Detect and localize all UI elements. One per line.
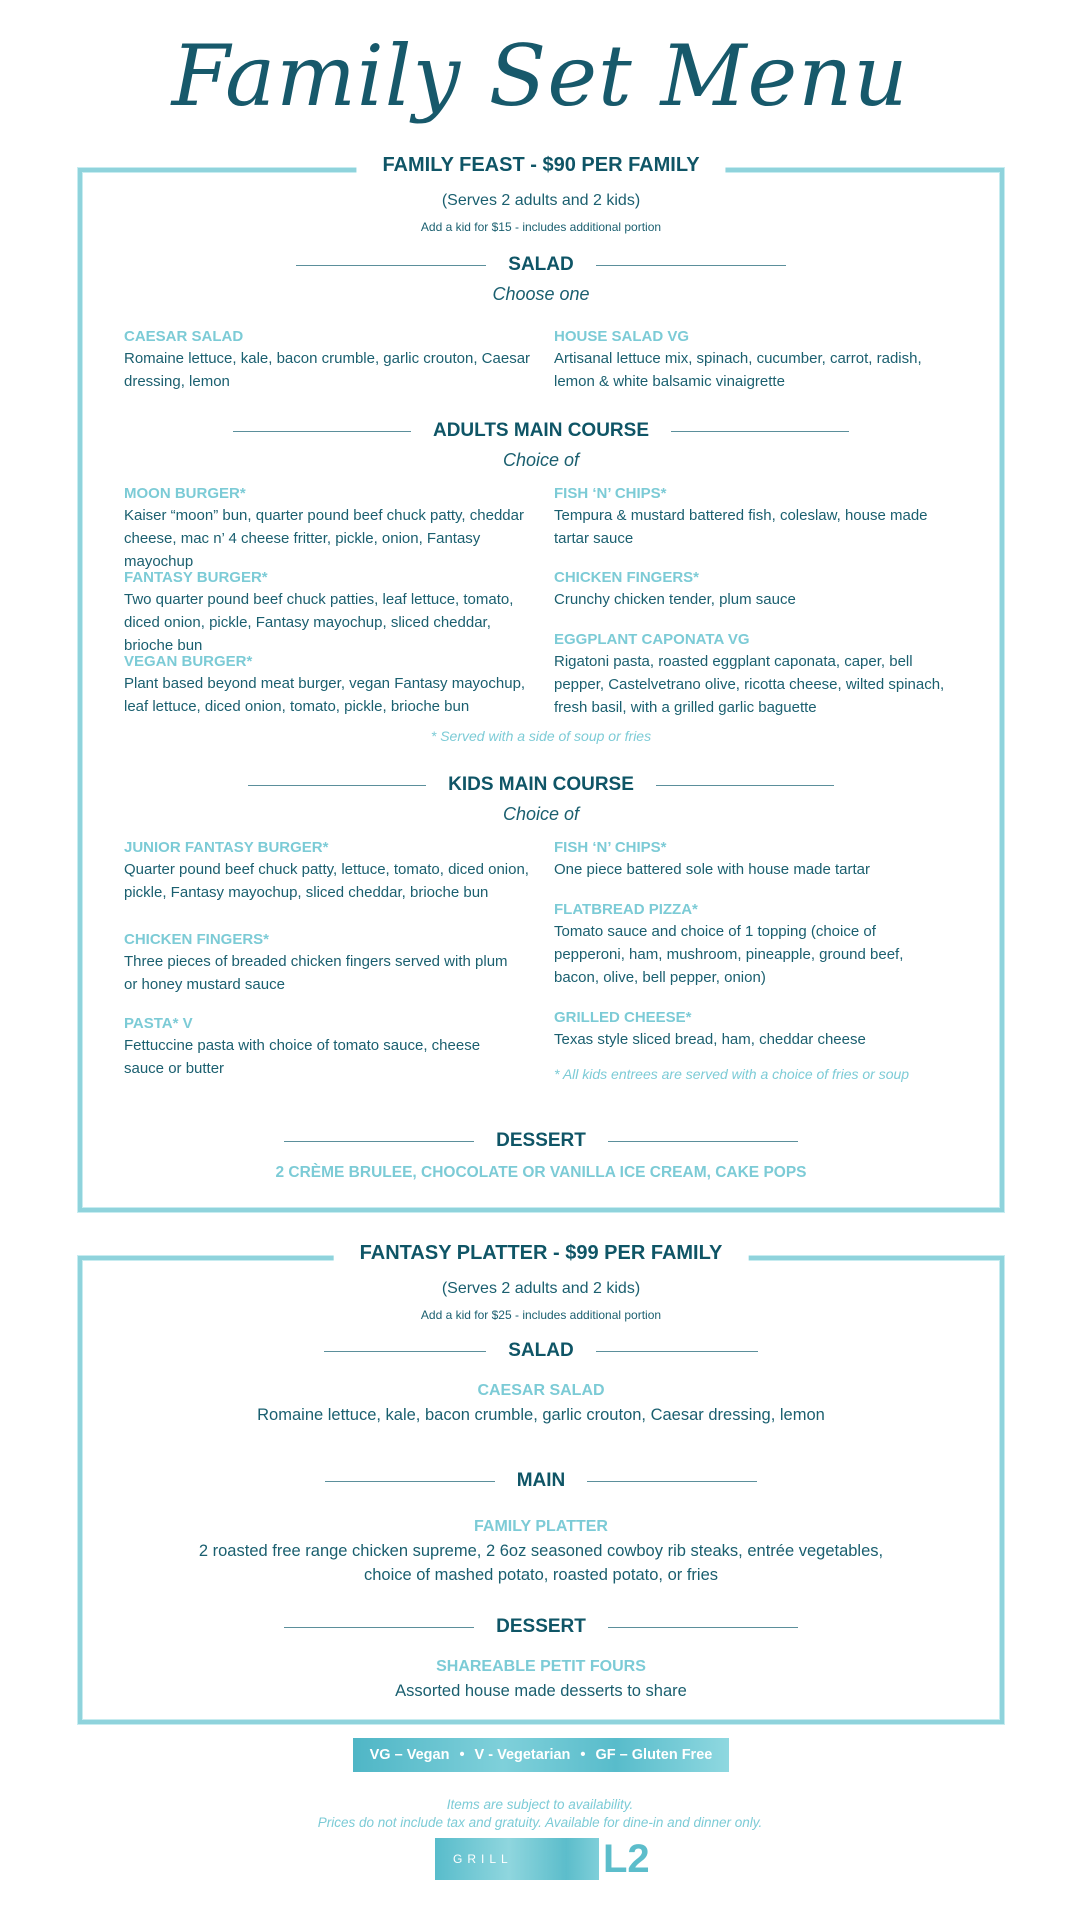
menu-item (554, 838, 964, 881)
platter-main-desc-line2: choice of mashed potato, roasted potato, or fries (363, 1566, 719, 1584)
feast-salad-choose: Choose one (492, 284, 590, 304)
family-feast-heading: FAMILY FEAST - $90 PER FAMILY (356, 154, 725, 177)
item-name: CAESAR SALAD (124, 328, 244, 345)
logo-grill-text: GRILL (435, 1838, 599, 1880)
item-name: CHICKEN FINGERS* (554, 569, 700, 586)
fantasy-platter-heading: FANTASY PLATTER - $99 PER FAMILY (334, 1242, 749, 1265)
item-description: Three pieces of breaded chicken fingers served with plum or honey mustard sauce (124, 953, 508, 993)
menu-item (124, 568, 534, 657)
item-description: Plant based beyond meat burger, vegan Fantasy mayochup, leaf lettuce, diced onion, tomato, pickle, brioche bun (124, 675, 526, 715)
item-name: JUNIOR FANTASY BURGER* (124, 839, 329, 856)
item-description: Two quarter pound beef chuck patties, leaf lettuce, tomato, diced onion, pickle, Fantasy mayochup, sliced cheddar, brioche bun (124, 591, 514, 654)
platter-dessert-header (82, 1616, 1000, 1638)
dietary-legend (353, 1738, 729, 1772)
divider-line (656, 785, 834, 786)
item-name: EGGPLANT CAPONATA VG (554, 631, 750, 648)
feast-dessert-header (82, 1130, 1000, 1152)
menu-item (554, 1008, 964, 1051)
menu-item (554, 630, 964, 719)
item-description: One piece battered sole with house made tartar (554, 861, 871, 878)
item-name: FISH ‘N’ CHIPS* (554, 839, 667, 856)
divider-line (284, 1141, 474, 1142)
section-label: MAIN (516, 1470, 566, 1491)
item-description: Quarter pound beef chuck patty, lettuce, tomato, diced onion, pickle, Fantasy mayochup, sliced cheddar, brioche bun (124, 861, 529, 901)
adults-note: * Served with a side of soup or fries (430, 728, 652, 744)
adults-main-header (82, 420, 1000, 442)
item-name: HOUSE SALAD VG (554, 328, 690, 345)
divider-line (284, 1627, 474, 1628)
divider-line (596, 1351, 758, 1352)
item-description: Romaine lettuce, kale, bacon crumble, garlic crouton, Caesar dressing, lemon (124, 350, 531, 390)
fantasy-platter-section (78, 1242, 1004, 1724)
platter-salad-desc: Romaine lettuce, kale, bacon crumble, garlic crouton, Caesar dressing, lemon (257, 1406, 825, 1424)
item-name: VEGAN BURGER* (124, 653, 253, 670)
divider-line (324, 1351, 486, 1352)
item-description: Tomato sauce and choice of 1 topping (choice of pepperoni, ham, mushroom, pineapple, ground beef, bacon, olive, bell pepper, onion) (554, 923, 904, 986)
feast-add-kid: Add a kid for $15 - includes additional portion (420, 220, 662, 234)
feast-dessert-desc: 2 CRÈME BRULEE, CHOCOLATE OR VANILLA ICE CREAM, CAKE POPS (275, 1164, 807, 1181)
section-label: KIDS MAIN COURSE (448, 774, 634, 795)
platter-add-kid: Add a kid for $25 - includes additional portion (420, 1308, 662, 1322)
item-name: PASTA* V (124, 1015, 193, 1032)
platter-dessert-desc: Assorted house made desserts to share (395, 1682, 687, 1700)
divider-line (233, 431, 411, 432)
item-name: MOON BURGER* (124, 485, 246, 502)
platter-salad-name: CAESAR SALAD (477, 1382, 605, 1399)
menu-item (124, 930, 509, 996)
divider-line (608, 1627, 798, 1628)
family-feast-section (78, 154, 1004, 1212)
item-description: Crunchy chicken tender, plum sauce (554, 591, 796, 608)
menu-title: Family Set Menu (171, 27, 909, 125)
menu-item (554, 484, 964, 550)
section-label: SALAD (508, 1340, 574, 1361)
item-description: Texas style sliced bread, ham, cheddar cheese (554, 1031, 866, 1048)
menu-item (124, 327, 534, 393)
item-description: Artisanal lettuce mix, spinach, cucumber, carrot, radish, lemon & white balsamic vinaigrette (554, 350, 922, 390)
item-name: FANTASY BURGER* (124, 569, 268, 586)
divider-line (296, 265, 486, 266)
feast-salad-header (82, 254, 1000, 276)
platter-main-name: FAMILY PLATTER (474, 1518, 608, 1535)
divider-line (587, 1481, 757, 1482)
menu-item (124, 1014, 519, 1080)
item-description: Rigatoni pasta, roasted eggplant caponata, caper, bell pepper, Castelvetrano olive, ricotta cheese, wilted spinach, fresh basil, with a grilled garlic baguette (554, 653, 945, 716)
divider-line (325, 1481, 495, 1482)
section-label: ADULTS MAIN COURSE (432, 420, 650, 441)
item-name: GRILLED CHEESE* (554, 1009, 692, 1026)
feast-serves: (Serves 2 adults and 2 kids) (441, 192, 641, 209)
legend-vegetarian: V - Vegetarian (474, 1747, 571, 1763)
platter-serves: (Serves 2 adults and 2 kids) (441, 1280, 641, 1297)
divider-line (608, 1141, 798, 1142)
grill-logo (435, 1837, 650, 1881)
kids-choose: Choice of (502, 804, 580, 824)
item-name: FISH ‘N’ CHIPS* (554, 485, 667, 502)
kids-note: * All kids entrees are served with a choice of fries or soup (554, 1066, 910, 1082)
platter-main-desc-line1: 2 roasted free range chicken supreme, 2 6oz seasoned cowboy rib steaks, entrée vegetables, (198, 1542, 884, 1560)
menu-item (554, 568, 964, 611)
menu-item (554, 900, 944, 989)
section-label: DESSERT (496, 1130, 586, 1151)
divider-line (248, 785, 426, 786)
bullet-icon: • (580, 1747, 586, 1763)
platter-dessert-name: SHAREABLE PETIT FOURS (436, 1658, 646, 1675)
disclaimer-line-2: Prices do not include tax and gratuity. Available for dine-in and dinner only. (317, 1815, 763, 1830)
item-description: Fettuccine pasta with choice of tomato sauce, cheese sauce or butter (124, 1037, 481, 1077)
item-description: Tempura & mustard battered fish, coleslaw, house made tartar sauce (554, 507, 928, 547)
divider-line (596, 265, 786, 266)
section-label: DESSERT (496, 1616, 586, 1637)
legend-vegan: VG – Vegan (369, 1747, 450, 1763)
section-label: SALAD (508, 254, 574, 275)
item-description: Kaiser “moon” bun, quarter pound beef chuck patty, cheddar cheese, mac n’ 4 cheese fritter, pickle, onion, Fantasy mayochup (124, 507, 524, 570)
kids-main-header (82, 774, 1000, 796)
legend-gluten-free: GF – Gluten Free (595, 1747, 713, 1763)
platter-salad-header (82, 1340, 1000, 1362)
divider-line (671, 431, 849, 432)
menu-item (554, 327, 964, 393)
menu-item (124, 838, 529, 904)
adults-choose: Choice of (502, 450, 580, 470)
menu-item (124, 652, 534, 718)
disclaimer-line-1: Items are subject to availability. (446, 1797, 634, 1812)
item-name: FLATBREAD PIZZA* (554, 901, 698, 918)
item-name: CHICKEN FINGERS* (124, 931, 270, 948)
bullet-icon: • (459, 1747, 465, 1763)
logo-l2-mark: L2 (603, 1837, 650, 1881)
platter-main-header (82, 1470, 1000, 1492)
menu-item (124, 484, 534, 573)
